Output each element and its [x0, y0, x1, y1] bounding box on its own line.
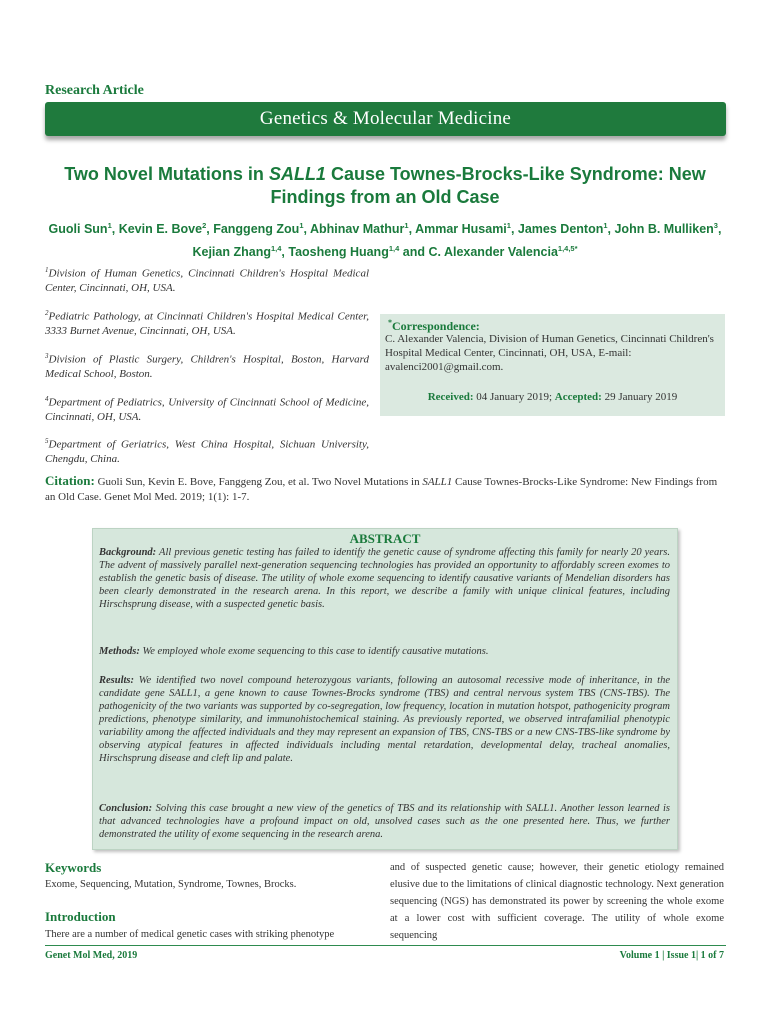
author-affiliation-marker: 2	[202, 221, 207, 230]
abstract-methods: Methods: We employed whole exome sequencing to this case to identify causative mutations.	[99, 646, 489, 657]
affiliation-1: $^1$Division of Human Genetics, Cincinnati Children's Hospital Medical Center, Cincinnati, OH, USA.	[45, 266, 369, 294]
author-name: John B. Mulliken	[614, 222, 714, 237]
title-part-2: Cause Townes-Brocks-Like Syndrome: New Findings from an Old Case	[270, 164, 706, 207]
footer-divider	[45, 945, 726, 946]
abstract-box	[92, 528, 678, 850]
author-name: Kejian Zhang	[192, 245, 271, 260]
citation-label: Citation:	[45, 473, 95, 488]
keywords-text: Exome, Sequencing, Mutation, Syndrome, Townes, Brocks.	[45, 879, 297, 890]
introduction-heading: Introduction	[45, 909, 116, 924]
author-affiliation-marker: 1,4	[388, 244, 400, 254]
journal-banner	[45, 102, 726, 136]
author-name: Abhinav Mathur	[309, 222, 405, 237]
correspondence-box	[380, 314, 725, 416]
author-affiliation-marker: 1,4	[270, 244, 282, 254]
author-name: Taosheng Huang	[288, 245, 389, 260]
author-affiliation-marker: 3	[713, 221, 718, 230]
correspondence-body: C. Alexander Valencia, Division of Human Genetics, Cincinnati Children's Hospital Medical Center, Cincinnati, OH, USA, E-mail: avalenci2001@gmail.com.	[385, 333, 714, 373]
keywords-heading: Keywords	[45, 860, 102, 875]
affiliation-4: $^4$Department of Pediatrics, University of Cincinnati School of Medicine, Cincinnati, OH, USA.	[45, 395, 369, 423]
author-name: C. Alexander Valencia	[428, 245, 558, 260]
abstract-title: ABSTRACT	[349, 531, 421, 546]
author-name: Ammar Husami	[415, 222, 507, 237]
author-name: James Denton	[517, 222, 604, 237]
affiliation-3: $^3$Division of Plastic Surgery, Children's Hospital, Boston, Harvard Medical School, Boston.	[45, 352, 369, 380]
abstract-background: Background: All previous genetic testing has failed to identify the genetic cause of syndrome affecting this family for nearly 20 years. The advent of massively parallel next-generation sequencing technologies has provided an opportunity to affordably screen exomes to establish the genetic basis of disease. The utility of whole exome sequencing to identify causative variants of Mendelian disorders has been clearly demonstrated in the research arena. In this report, we describe a family with unique clinical features, including Hirschsprung disease, with a suspected genetic basis.	[99, 547, 671, 610]
citation: Citation: Guoli Sun, Kevin E. Bove, Fanggeng Zou, et al. Two Novel Mutations in SALL1 Cause Townes-Brocks-Like Syndrome: New Findings from an Old Case. Genet Mol Med. 2019; 1(1): 1-7.	[45, 473, 718, 503]
title-part-1: Two Novel Mutations in	[64, 164, 269, 184]
author-affiliation-marker: 1	[603, 221, 608, 230]
author-name: Guoli Sun	[48, 222, 108, 237]
author-affiliation-marker: 1	[404, 221, 409, 230]
footer-journal: Genet Mol Med, 2019	[45, 950, 138, 961]
affiliation-2: $^2$Pediatric Pathology, at Cincinnati Children's Hospital Medical Center, 3333 Burnet Avenue, Cincinnati, OH, USA.	[45, 309, 369, 337]
title-gene: SALL1	[268, 164, 326, 184]
author-affiliation-marker: 1	[299, 221, 304, 230]
introduction-left-text: There are a number of medical genetic cases with striking phenotype	[45, 929, 335, 940]
affiliation-5: $^5$Department of Geriatrics, West China Hospital, Sichuan University, Chengdu, China.	[45, 437, 369, 465]
correspondence-heading: *Correspondence:	[388, 318, 480, 333]
author-affiliation-marker: 1,4,5*	[557, 244, 578, 254]
author-list: Guoli Sun$^1$, Kevin E. Bove$^2$, Fanggeng Zou$^1$, Abhinav Mathur$^1$, Ammar Husami$^1$, James Denton$^1$, John B. Mulliken$^3$, Kejian Zhang$^{1,4}$, Taosheng Huang$^{1,4}$ and C. Alexander Valencia$^{1,4,5*}$	[48, 221, 722, 260]
author-affiliation-marker: 1	[506, 221, 511, 230]
article-dates: Received: 04 January 2019; Accepted: 29 January 2019	[427, 391, 678, 403]
article-type: Research Article	[45, 83, 144, 98]
author-affiliation-marker: 1	[107, 221, 112, 230]
abstract-conclusion: Conclusion: Solving this case brought a new view of the genetics of TBS and its relationship with SALL1. Another lesson learned is that advanced technologies have a profound impact on old, unsolved cases such as the one presented here. Thus, we further demonstrated the utility of exome sequencing in the research arena.	[99, 803, 671, 840]
introduction-right-text: and of suspected genetic cause; however, their genetic etiology remained elusive due to the limitations of clinical diagnostic technology. Next generation sequencing (NGS) has demonstrated its power by screening the whole exome at a lower cost with sufficient coverage. The utility of whole exome sequencing	[390, 862, 724, 941]
author-name: Kevin E. Bove	[118, 222, 203, 237]
journal-name: Genetics & Molecular Medicine	[259, 108, 512, 129]
article-title	[40, 163, 730, 209]
abstract-results: Results: We identified two novel compound heterozygous variants, following an autosomal recessive mode of inheritance, in the candidate gene SALL1, a gene known to cause Townes-Brocks syndrome (TBS) and central nervous system TBS (CNS-TBS). The pathogenicity of the two variants was supported by co-segregation, low frequency, location in mutation hotspot, pathogenicity program predictions, phenotype similarity, and immunohistochemical staining. As previously reported, we observed intrafamilial phenotypic variability among the affected individuals and they may represent an expansion of TBS, CNS-TBS or a new CNS-TBS-like syndrome by observing atypical features in affected individuals including mental retardation, developmental delay, tracheal anomalies, Hirschsprung disease and cleft lip and palate.	[99, 675, 670, 764]
author-name: Fanggeng Zou	[213, 222, 300, 237]
footer-page-info: Volume 1 | Issue 1| 1 of 7	[619, 950, 724, 961]
